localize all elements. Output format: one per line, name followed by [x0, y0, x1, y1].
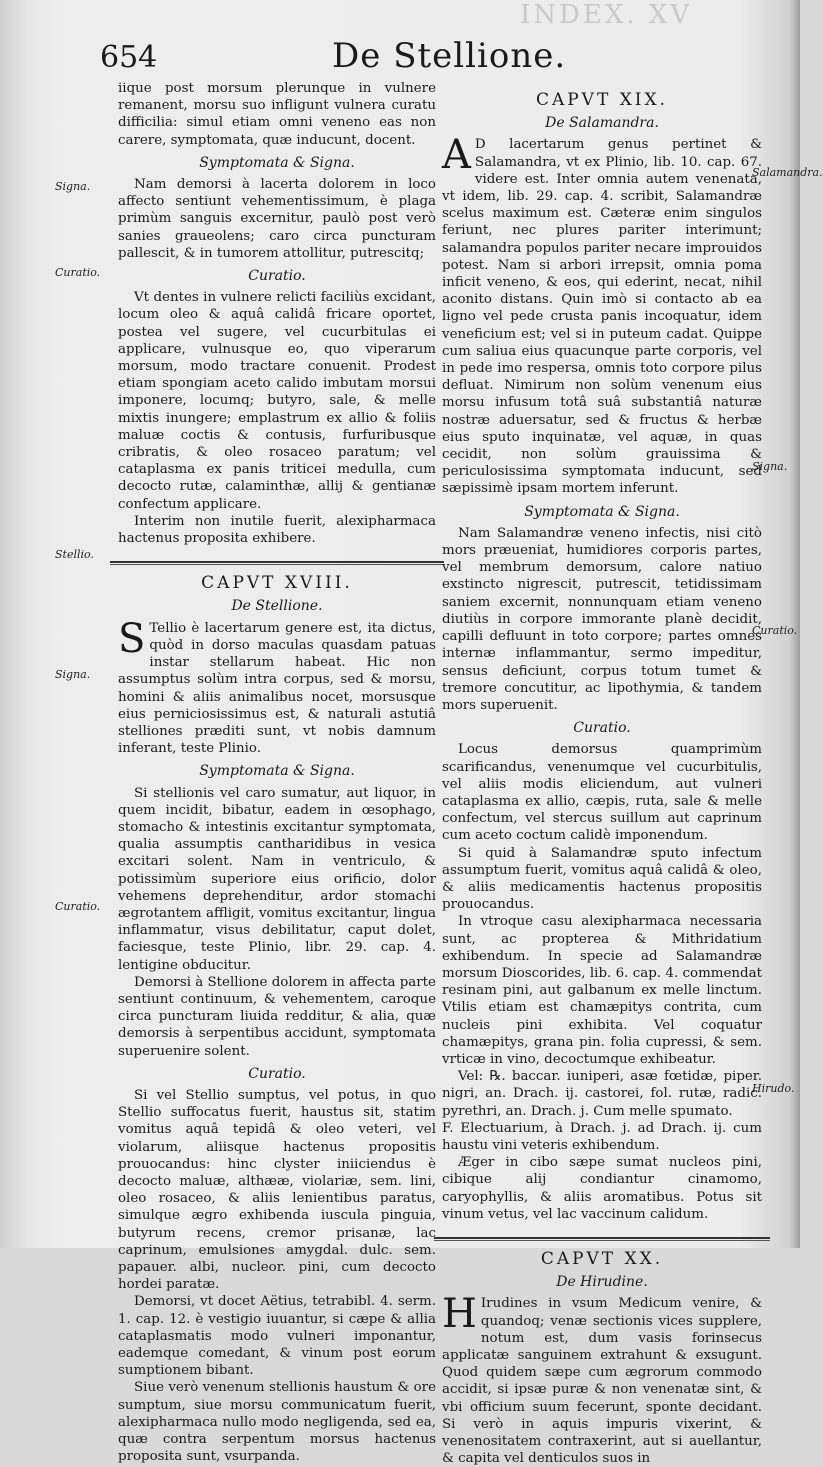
chapter-title: De Stellione. [231, 598, 323, 615]
drop-cap: H [442, 1291, 477, 1338]
margin-note-curatio: Curatio. [55, 900, 101, 913]
section-heading: Curatio. [573, 720, 631, 737]
salamandra-paragraph [442, 132, 762, 497]
section-heading: Curatio. [248, 1065, 306, 1082]
chapter-heading: CAPVT XX. [540, 1249, 664, 1269]
recipe-line: Vel: ℞. baccar. iuniperi, asæ fœtidæ, piper. nigri, an. Drach. ij. castorei, fol. rutæ, radic. pyrethri, an. Drach. j. Cum melle spumato. [442, 1069, 762, 1119]
paragraph: Si quid à Salamandræ sputo infectum assumptum fuerit, vomitus aquâ calidâ & oleo, & aliis medicamentis hactenus propositis prouocandus. [442, 845, 762, 913]
margin-note-signa: Signa. [55, 668, 91, 681]
chapter-title: De Salamandra. [545, 115, 659, 132]
intro-paragraph: iique post morsum plerunque in vulnere remanent, morsu suo infligunt vulnera curatu difficilia: simul etiam omni veneno eas non carere, symptomata, quæ inducunt, docent. [118, 81, 436, 148]
left-column [118, 80, 436, 1465]
recipe-line: F. Electuarium, à Drach. j. ad Drach. ij. cum haustu vini veteris exhibendum. [442, 1120, 762, 1153]
margin-note-curatio: Curatio. [55, 266, 101, 279]
paragraph: Locus demorsus quamprimùm scarificandus, venenumque vel cucurbitulis, vel aliis modis eliciendum, aut vulneri cataplasma ex allio, cæpis, ruta, sale & melle confectum, vel stercus suillum aut caprinum cum aceto coctum calidè imponendum. [442, 742, 762, 844]
stellio-paragraph [118, 615, 436, 758]
paragraph: In vtroque casu alexipharmaca necessaria sunt, ac propterea & Mithridatium exhibendum. In specie ad Salamandræ morsum Dioscorides, lib. 6. cap. 4. commendat resinam pini, aut galbanum ex melle linctum. Vtilis etiam est chamæpitys contrita, cum nucleis pini exhibita. Vel coquatur chamæpitys, grana pin. folia cupressi, & sem. vrticæ in vino, decoctumque exhibeatur. [442, 914, 762, 1067]
bleed-through-text: INDEX. XV [520, 0, 693, 30]
page-number: 654 [100, 40, 158, 75]
paragraph: Si stellionis vel caro sumatur, aut liquor, in quem incidit, bibatur, eadem in œsophago, stomacho & intestinis excitantur symptomata, qualia assumptis cantharidibus in vesica excitari solent. Nam in ventriculo, & potissimùm superiore eius orificio, dolor vehemens deprehenditur, ardor stomachi ægrotantem affligit, vomitus excitantur, lingua inflammatur, visus debilitatur, caput dolet, faciesque, teste Plinio, libr. 29. cap. 4. lentigine obducitur. [118, 785, 436, 973]
paragraph: Demorsi à Stellione dolorem in affecta parte sentiunt continuum, & vehementem, caroque circa puncturam liuida redditur, & alia, quæ demorsis à serpentibus accidunt, symptomata superuenire solent. [118, 974, 436, 1059]
margin-note-signa: Signa. [752, 460, 788, 473]
margin-note-signa: Signa. [55, 180, 91, 193]
running-title: De Stellione. [332, 36, 567, 76]
chapter-heading: CAPVT XIX. [535, 90, 669, 110]
margin-note-stellio: Stellio. [55, 548, 94, 561]
paragraph: Demorsi, vt docet Aëtius, tetrabibl. 4. serm. 1. cap. 12. è vestigio iuuantur, si cæpe & allia cataplasmatis modo vulneri imponantur, eademque comedant, & vinum post eorum sumptionem bibant. [118, 1294, 436, 1379]
margin-note-hirudo: Hirudo. [752, 1082, 795, 1095]
chapter-title: De Hirudine. [556, 1274, 648, 1291]
paragraph: Tellio è lacertarum genere est, ita dictus, quòd in dorso maculas quasdam patuas instar stellarum habeat. Hic non assumptus solùm intra corpus, sed & morsu, homini & aliis animalibus nocet, morsusque eius perniciosissimus est, & naturali astutiâ stelliones præditi sunt, vt nobis damnum inferant, teste Plinio. [118, 620, 436, 757]
divider-rule [110, 561, 444, 565]
section-heading: Symptomata & Signa. [524, 503, 680, 520]
right-column [442, 80, 762, 1467]
margin-note-curatio: Curatio. [752, 624, 798, 637]
paragraph: Interim non inutile fuerit, alexipharmaca hactenus proposita exhibere. [118, 513, 436, 547]
hirudo-paragraph [442, 1291, 762, 1467]
section-heading: Symptomata & Signa. [199, 154, 355, 171]
section-heading: Curatio. [248, 268, 306, 285]
chapter-heading: CAPVT XVIII. [201, 573, 353, 594]
paragraph: D lacertarum genus pertinet & Salamandra, vt ex Plinio, lib. 10. cap. 67. videre est. Inter omnia autem venenata, vt idem, lib. 29. cap. 4. scribit, Salamandræ scelus maximum est. Cæteræ enim singulos feriunt, nec plures pariter interimunt; salamandra populos pariter necare improuidos potest. Nam si arbori irrepsit, omnia poma inficit veneno, & eos, qui ederint, necat, nihil aconito distans. Quin imò si contacto ab ea ligno vel pede crusta panis incoquatur, idem veneficium est; vel si in puteum cadat. Quippe cum saliua eius quacunque parte corporis, vel in pede imo respersa, omnis toto corpore pilus defluat. Nimirum non solùm venenum eius morsu infusum totâ suâ substantiâ naturæ nostræ aduersatur, sed & fructus & herbæ eius sputo inquinatæ, vel aquæ, in quas cecidit, non solùm grauissima & periculosissima symptomata inducunt, sed sæpissimè ipsam mortem inferunt. [442, 137, 762, 497]
paragraph: Irudines in vsum Medicum venire, & quandoq; venæ sectionis vices supplere, notum est, dum vasis forinsecus applicatæ sanguinem extrahunt & exsugunt. Quod quidem sæpe cum ægrorum commodo accidit, si ipsæ puræ & non venenatæ sint, & vbi officium suum fecerunt, sponte decidant. Si verò in aquis impuris vixerint, & venenositatem contraxerint, aut si auellantur, & capita vel denticulos suos in [442, 1296, 762, 1467]
paragraph: Nam demorsi à lacerta dolorem in loco affecto sentiunt vehementissimum, è plaga primùm sanguis excernitur, paulò post verò sanies graueolens; caro circa puncturam pallescit, & in tumorem attollitur, putrescitq; [118, 177, 436, 261]
section-heading: Symptomata & Signa. [199, 763, 355, 780]
paragraph: Vt dentes in vulnere relicti faciliùs excidant, locum oleo & aquâ calidâ fricare oportet, postea vel sugere, vel cucurbitulas ei applicare, vulnusque eo, quo viperarum morsum, modo tractare conuenit. Prodest etiam spongiam aceto calido imbutam morsui imponere, locumq; butyro, sale, & melle mixtis inungere; emplastrum ex allio & foliis maluæ coctis & contusis, furfuribusque cribratis, & oleo rosaceo paratum; vel cataplasma ex panis triticei medulla, cum decocto rutæ, calaminthæ, allij & gentianæ confectum applicare. [118, 290, 436, 512]
paragraph: Si vel Stellio sumptus, vel potus, in quo Stellio suffocatus fuerit, haustus sit, statim vomitus aquâ tepidâ & oleo veteri, vel violarum, aliisque hactenus propositis prouocandus: hinc clyster iniiciendus è decocto maluæ, althææ, violariæ, sem. lini, oleo rosaceo, & aliis lenientibus paratus, simulque ægro exhibenda iuscula pinguia, butyrum recens, cremor prisanæ, lac caprinum, emulsiones amygdal. dulc. sem. papauer. albi, nucleor. pini, cum decocto hordei paratæ. [118, 1087, 436, 1293]
paragraph: Æger in cibo sæpe sumat nucleos pini, cibique alij condiantur cinamomo, caryophyllis, & aliis aromatibus. Potus sit vinum vetus, vel lac vaccinum calidum. [442, 1155, 762, 1222]
paragraph: Siue verò venenum stellionis haustum & ore sumptum, siue morsu communicatum fuerit, alexipharmaca nullo modo negligenda, sed ea, quæ contra serpentum morsus hactenus proposita sunt, vsurpanda. [118, 1380, 436, 1465]
divider-rule [434, 1237, 770, 1241]
drop-cap: S [118, 615, 146, 662]
margin-note-salamandra: Salamandra. [752, 166, 823, 179]
drop-cap: A [442, 132, 471, 179]
paragraph: Nam Salamandræ veneno infectis, nisi citò mors præueniat, humidiores corporis partes, vel membrum demorsum, calore natiuo exstincto nigrescit, putrescit, tetidissimam saniem excernit, nonnunquam etiam veneno diutiùs in corpore immorante planè decidit, capilli defluunt in toto corpore; partes omnes internæ inflammantur, sermo impeditur, sensus deficiunt, corpus totum tumet & tremore concutitur, ac lipothymia, & tandem mors superuenit. [442, 525, 762, 713]
